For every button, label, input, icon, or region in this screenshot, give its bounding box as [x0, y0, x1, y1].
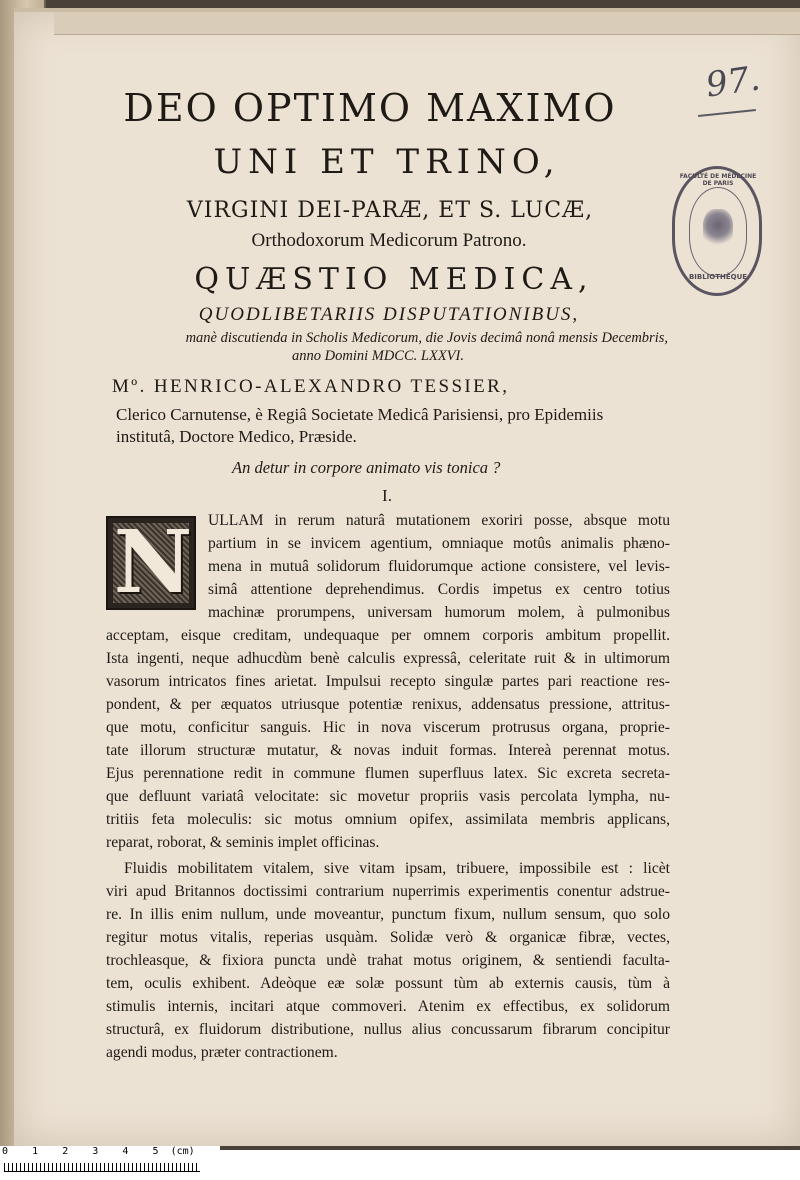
body-line: stimulis internis, incitari atque commoveri. Atenim ex effectibus, ex solidorum	[106, 998, 670, 1015]
body-line: acceptam, eisque creditam, undequaque per omnem corporis ambitum propellit.	[106, 627, 670, 644]
body-line: mena in mutuâ solidorum fluidorumque actione consistere, vel levis-	[208, 558, 670, 575]
title-line-8: anno Domini MDCC. LXXVI.	[292, 348, 464, 364]
initial-letter: N	[113, 516, 193, 610]
body-line: vasorum intricatos fines arietat. Impulsui recepto singulæ partes pari reactione res-	[106, 673, 670, 690]
body-line: trochleasque, & fixiora puncta undè trahat motus originem, & sentiendi faculta-	[106, 952, 670, 969]
title-line-6: QUODLIBETARIIS DISPUTATIONIBUS,	[198, 304, 580, 325]
stamp-figure-icon	[703, 209, 733, 249]
scale-numbers: 0 1 2 3 4 5 (cm)	[2, 1146, 195, 1157]
title-line-1: DEO OPTIMO MAXIMO	[123, 86, 617, 130]
body-line: re. In illis enim nullum, unde moveantur, punctum fixum, nullum sensum, quo solo	[106, 906, 670, 923]
body-line: partium in se invicem agentium, omniaque motûs animalis phæno-	[208, 535, 670, 552]
question-heading: An detur in corpore animato vis tonica ?	[232, 458, 501, 477]
body-line: viri apud Britannos doctissimi contrarium nuperrimis experimentis conentur adstrue-	[106, 883, 670, 900]
scale-ruler	[4, 1163, 200, 1172]
body-line: Ejus perennatione redit in commune flumen superfluus latex. Sic excreta secreta-	[106, 765, 670, 782]
body-line: machinæ prorumpens, universam humorum molem, à pulmonibus	[208, 604, 670, 621]
body-line: tritiis feta moleculis: sic motus omnium opifex, assimilata membris applicans,	[106, 811, 670, 828]
section-number: I.	[382, 486, 392, 505]
body-line: pondent, & per æquatos utriusque potentiæ renixus, addensatus pressione, attritus-	[106, 696, 670, 713]
title-line-7: manè discutienda in Scholis Medicorum, die Jovis decimâ nonâ mensis Decembris,	[185, 330, 668, 346]
title-line-4: Orthodoxorum Medicorum Patrono.	[251, 230, 527, 251]
page-top-strip	[54, 12, 800, 35]
stamp-bottom-text: BIBLIOTHÈQUE	[688, 273, 748, 281]
body-line: que motu, conficitur sanguis. Hic in nova viscerum protrusus organa, proprie-	[106, 719, 670, 736]
body-line: Ista ingenti, neque adhucdùm benè calculis expressâ, celeritate ruit & in ultimorum	[106, 650, 670, 667]
folio-number: 97.	[703, 58, 763, 106]
body-line: structurâ, ex fluidorum distributione, nullus alius concussarum fibrarum concipitur	[106, 1021, 670, 1038]
decorated-initial	[106, 516, 196, 610]
praeses-name: Mº. HENRICO-ALEXANDRO TESSIER,	[112, 376, 510, 397]
body-line: reparat, roborat, & seminis implet officinas.	[106, 834, 380, 851]
stamp-top-text: FACULTÉ DE MÉDECINE DE PARIS	[679, 173, 757, 187]
title-line-3: VIRGINI DEI-PARÆ, ET S. LUCÆ,	[186, 198, 594, 223]
library-stamp	[672, 166, 762, 296]
body-line: que defluunt variatâ velocitate: sic movetur propriis vasis percolata lympha, nu-	[106, 788, 670, 805]
praeses-line-2: institutâ, Doctore Medico, Præside.	[116, 427, 357, 446]
body-line: regitur motus vitalis, reperias usquàm. Solidæ verò & organicæ fibræ, vectes,	[106, 929, 670, 946]
body-line: tem, oculis exhibent. Adeòque eæ solæ possunt tùm ab externis causis, tùm à	[106, 975, 670, 992]
body-line: tate illorum structuræ mutatur, & novas induit formas. Intereà perennat motus.	[106, 742, 670, 759]
body-line: agendi modus, præter contractionem.	[106, 1044, 338, 1061]
body-line: ULLAM in rerum naturâ mutationem exoriri posse, absque motu	[208, 512, 670, 529]
title-line-2: UNI ET TRINO,	[213, 142, 561, 182]
praeses-line-1: Clerico Carnutense, è Regiâ Societate Medicâ Parisiensi, pro Epidemiis	[116, 405, 604, 424]
title-line-5: QUÆSTIO MEDICA,	[194, 262, 594, 297]
body-line: Fluidis mobilitatem vitalem, sive vitam ipsam, tribuere, impossibile est : licèt	[124, 860, 670, 877]
body-line: simâ attentione deprehendimus. Cordis impetus ex centro totius	[208, 581, 670, 598]
